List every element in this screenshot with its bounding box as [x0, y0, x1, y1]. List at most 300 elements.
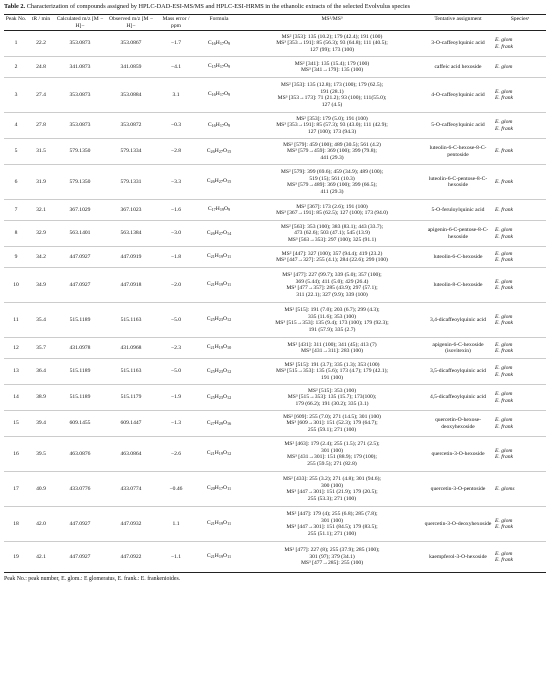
table-row [4, 437, 546, 472]
cell-ms [242, 31, 422, 57]
cell-assignment: luteolin-8-C-hexoside [422, 268, 494, 303]
cell-err: 1.1 [156, 507, 196, 542]
cell-peak: 5 [4, 139, 28, 165]
ms-line: 191 (28.1) [320, 88, 344, 95]
species-line: E. glom [495, 88, 513, 95]
cell-calc: 353.0873 [54, 78, 106, 113]
cell-peak: 10 [4, 268, 28, 303]
ms-line: 255 (53.3); 271 (100) [307, 495, 357, 502]
ms-line: MS² [579]: 399 (69.6); 459 (34.9); 489 (100); [280, 169, 384, 175]
cell-assignment: luteolin-6-C-pentose-8-C-hexoside [422, 165, 494, 200]
cell-assignment: caffeic acid hexoside [422, 57, 494, 78]
cell-obs: 515.1179 [106, 385, 156, 411]
cell-obs: 515.1163 [106, 303, 156, 338]
cell-obs: 609.1447 [106, 411, 156, 437]
ms-line: MS² [367]: 173 (2.6); 191 (100) [296, 203, 368, 210]
caption-text: Characterization of compounds assigned by HPLC-DAD-ESI-MS/MS and HPLC-ESI-HRMS in the ethanolic extracts of the selected Evolvulus species [26, 3, 411, 10]
header-species: Speciesᵃ [494, 15, 546, 31]
cell-obs: 431.0968 [106, 338, 156, 359]
ms-line: MS² [563]: 353 (100); 383 (83.1); 443 (33.7); [280, 223, 384, 230]
cell-assignment: quercetin-3-O-pentoside [422, 472, 494, 507]
species-line: E. frank [495, 43, 514, 50]
cell-species [494, 411, 546, 437]
ms-line: MS³ [447→301]: 151 (84.5); 179 (83.5); [286, 524, 378, 531]
cell-calc: 563.1401 [54, 221, 106, 247]
cell-tr: 40.9 [28, 472, 54, 507]
cell-err: −1.7 [156, 31, 196, 57]
cell-err: −2.6 [156, 437, 196, 472]
cell-obs: 447.0922 [106, 542, 156, 573]
cell-formula: $C_{20}H_{17}O_{11}$ [196, 472, 242, 507]
table-body [4, 31, 546, 573]
cell-calc: 341.0873 [54, 57, 106, 78]
table-row [4, 57, 546, 78]
cell-calc: 447.0927 [54, 507, 106, 542]
ms-line: MS² [447]: 179 (4); 255 (6.8); 285 (7.8); [286, 511, 378, 517]
cell-ms [242, 268, 422, 303]
ms-line: MS² [609]: 255 (7.0); 271 (14.5); 301 (100) [283, 413, 381, 420]
ms-line: 255 (59.1); 271 (100) [307, 426, 357, 433]
table-row [4, 113, 546, 139]
species-line: E. glom [495, 447, 513, 454]
ms-line: 519 (15); 561 (10.3) [309, 175, 355, 182]
cell-tr: 42.1 [28, 542, 54, 573]
cell-formula: $C_{21}H_{19}O_{11}$ [196, 268, 242, 303]
cell-obs: 579.1334 [106, 139, 156, 165]
ms-line: MS² [353]: 179 (5.0); 191 (100) [296, 115, 368, 122]
table-row [4, 338, 546, 359]
cell-calc: 579.1350 [54, 165, 106, 200]
cell-calc: 515.1189 [54, 359, 106, 385]
cell-peak: 8 [4, 221, 28, 247]
cell-formula: $C_{15}H_{17}O_9$ [196, 57, 242, 78]
ms-line: 441 (29.3) [320, 154, 344, 161]
cell-formula: $C_{21}H_{19}O_{11}$ [196, 507, 242, 542]
ms-line: 335 (11.6); 353 (100) [308, 313, 356, 320]
species-line: E. glom [495, 313, 513, 320]
cell-calc: 609.1455 [54, 411, 106, 437]
cell-obs: 515.1163 [106, 359, 156, 385]
cell-obs: 563.1384 [106, 221, 156, 247]
ms-line: MS³ [431→301]: 151 (88.9); 179 (100); [287, 454, 377, 461]
cell-formula: $C_{25}H_{23}O_{12}$ [196, 303, 242, 338]
ms-line: 191 (57.9); 335 (2.7) [308, 326, 356, 333]
cell-peak: 15 [4, 411, 28, 437]
header-calc: Calculated m/z [M − H]− [54, 15, 106, 31]
cell-tr: 31.5 [28, 139, 54, 165]
ms-line: MS² [353]: 135 (10.2); 179 (42.4); 191 (100) [281, 33, 383, 40]
ms-line: MS² [431]: 311 (100); 341 (45); 413 (7) [287, 341, 377, 348]
ms-line: MS² [341]: 135 (15.4); 179 (100) [294, 60, 370, 67]
cell-species [494, 303, 546, 338]
species-line: E. glom [495, 517, 513, 524]
header-obs: Observed m/z [M − H]− [106, 15, 156, 31]
species-line: E. glom [495, 550, 513, 557]
cell-tr: 35.4 [28, 303, 54, 338]
cell-formula: $C_{21}H_{19}O_{10}$ [196, 338, 242, 359]
header-tr: tR / min [28, 15, 54, 31]
species-line: E. frank [495, 371, 514, 378]
species-line: E. frank [495, 320, 514, 327]
caption-label: Table 2. [4, 3, 26, 10]
cell-tr: 32.1 [28, 200, 54, 221]
cell-formula: $C_{16}H_{17}O_9$ [196, 113, 242, 139]
cell-ms [242, 200, 422, 221]
cell-species [494, 338, 546, 359]
cell-formula: $C_{26}H_{27}O_{15}$ [196, 139, 242, 165]
cell-calc: 463.0876 [54, 437, 106, 472]
cell-calc: 447.0927 [54, 268, 106, 303]
cell-peak: 6 [4, 165, 28, 200]
cell-species [494, 139, 546, 165]
species-line: E. frank [495, 454, 514, 461]
cell-species [494, 165, 546, 200]
cell-calc: 353.0873 [54, 113, 106, 139]
cell-ms [242, 78, 422, 113]
ms-line: 301 (100) [321, 447, 343, 454]
cell-formula: $C_{16}H_{17}O_9$ [196, 78, 242, 113]
cell-formula: $C_{25}H_{23}O_{12}$ [196, 385, 242, 411]
ms-line: MS² [579]: 459 (100); 489 (30.5); 561 (4.2) [283, 141, 381, 148]
cell-err: −1.8 [156, 247, 196, 268]
species-line: E. glom [495, 341, 513, 348]
ms-line: 411 (29.3) [320, 188, 344, 195]
cell-calc: 515.1189 [54, 303, 106, 338]
cell-err: −2.8 [156, 139, 196, 165]
header-peak: Peak No. [4, 15, 28, 31]
cell-peak: 11 [4, 303, 28, 338]
table-header-row [4, 15, 546, 31]
species-line: E. frank [495, 125, 514, 132]
species-line: E. frank [495, 423, 514, 430]
ms-line: MS³ [353→191]: 85 (56.3); 93 (64.8); 111 (40.5); [276, 40, 388, 47]
ms-line: MS³ [341→179]: 135 (100) [300, 67, 364, 74]
species-line: E. frank [495, 397, 514, 404]
table-row [4, 472, 546, 507]
ms-line: MS³ [353→191]: 85 (57.3); 93 (43.0); 111 (42.9); [276, 122, 388, 129]
cell-obs: 447.0919 [106, 247, 156, 268]
species-line: E. glom [495, 250, 513, 257]
cell-formula: $C_{27}H_{29}O_{16}$ [196, 411, 242, 437]
ms-line: MS³ [515→353]: 135 (9.4); 173 (100); 179 (92.3); [275, 320, 389, 327]
cell-calc: 431.0978 [54, 338, 106, 359]
cell-tr: 31.9 [28, 165, 54, 200]
ms-line: MS³ [447→327]: 255 (4.1); 284 (22.6); 299 (100) [276, 257, 388, 264]
ms-line: 311 (22.1); 327 (9.9); 339 (100) [296, 291, 368, 298]
cell-assignment: apigenin-6-C-pentose-8-C-hexoside [422, 221, 494, 247]
cell-calc: 447.0927 [54, 542, 106, 573]
cell-formula: $C_{21}H_{19}O_{11}$ [196, 542, 242, 573]
cell-species [494, 385, 546, 411]
cell-formula: $C_{26}H_{27}O_{15}$ [196, 165, 242, 200]
cell-assignment: quercetin-O-hexose-deoxyhexoside [422, 411, 494, 437]
cell-obs: 447.0932 [106, 507, 156, 542]
ms-line: 127 (4.5) [321, 101, 343, 108]
cell-formula: $C_{25}H_{23}O_{12}$ [196, 359, 242, 385]
cell-err: −3.0 [156, 221, 196, 247]
cell-obs: 353.0872 [106, 113, 156, 139]
cell-tr: 39.4 [28, 411, 54, 437]
table-row [4, 411, 546, 437]
ms-line: MS³ [579→489]: 369 (100); 399 (66.5); [287, 182, 377, 189]
species-line: E. frank [495, 285, 514, 292]
ms-line: MS³ [579→459]: 369 (100); 399 (79.8); [287, 148, 377, 155]
cell-err: −0.46 [156, 472, 196, 507]
cell-err: −2.0 [156, 268, 196, 303]
table-row [4, 139, 546, 165]
species-line: E. frank [495, 95, 514, 102]
species-line: E. frank [495, 348, 514, 355]
cell-tr: 35.7 [28, 338, 54, 359]
cell-obs: 353.0867 [106, 31, 156, 57]
cell-assignment: luteolin-6-C-hexoside [422, 247, 494, 268]
cell-peak: 3 [4, 78, 28, 113]
species-line: E. gloms [495, 485, 515, 492]
cell-ms [242, 542, 422, 573]
cell-formula: $C_{16}H_{17}O_9$ [196, 31, 242, 57]
ms-line: MS² [477]: 227 (8); 255 (37.9); 285 (100); [284, 547, 380, 554]
cell-obs: 447.0918 [106, 268, 156, 303]
ms-line: MS³ [515→353]: 135 (5.6); 173 (4.7); 179 (42.1); [276, 368, 388, 375]
header-err: Mass error / ppm [156, 15, 196, 31]
species-line: E. glom [495, 391, 513, 398]
table-row [4, 268, 546, 303]
cell-species [494, 57, 546, 78]
cell-assignment: 3-O-caffeoylquinic acid [422, 31, 494, 57]
ms-line: 127 (100); 173 (94.3) [307, 128, 357, 135]
cell-species [494, 268, 546, 303]
header-assign: Tentative assignment [422, 15, 494, 31]
cell-peak: 13 [4, 359, 28, 385]
table-row [4, 78, 546, 113]
cell-species [494, 542, 546, 573]
species-line: E. frank [495, 233, 514, 240]
cell-peak: 1 [4, 31, 28, 57]
cell-err: −1.1 [156, 542, 196, 573]
cell-calc: 579.1350 [54, 139, 106, 165]
species-line: E. frank [495, 524, 514, 531]
cell-ms [242, 165, 422, 200]
cell-ms [242, 385, 422, 411]
table-row [4, 385, 546, 411]
table-row [4, 221, 546, 247]
ms-line: 255 (59.5); 271 (82.8) [307, 460, 357, 467]
cell-err: −3.3 [156, 165, 196, 200]
table-row [4, 31, 546, 57]
cell-species [494, 359, 546, 385]
ms-line: 127 (99); 173 (100) [310, 46, 354, 53]
cell-tr: 42.0 [28, 507, 54, 542]
cell-assignment: 5-O-feruloylquinic acid [422, 200, 494, 221]
cell-ms [242, 507, 422, 542]
document-page [4, 0, 546, 583]
cell-peak: 16 [4, 437, 28, 472]
cell-tr: 27.8 [28, 113, 54, 139]
table-row [4, 200, 546, 221]
cell-formula: $C_{26}H_{27}O_{14}$ [196, 221, 242, 247]
cell-tr: 22.2 [28, 31, 54, 57]
cell-assignment: kaempferol-3-O-hexoside [422, 542, 494, 573]
cell-assignment: quercetin-3-O-hexoside [422, 437, 494, 472]
ms-line: MS² [515]: 191 (7.0); 203 (6.7); 299 (4.3); [284, 307, 380, 313]
cell-peak: 12 [4, 338, 28, 359]
cell-calc: 367.1029 [54, 200, 106, 221]
cell-calc: 433.0776 [54, 472, 106, 507]
cell-assignment: 5-O-caffeoylquinic acid [422, 113, 494, 139]
ms-line: MS² [463]: 179 (2.4); 255 (1.5); 271 (2.5); [284, 441, 380, 447]
ms-line: MS³ [431→311]: 283 (100) [301, 348, 363, 355]
cell-obs: 341.0859 [106, 57, 156, 78]
species-line: E. frank [495, 206, 514, 213]
cell-ms [242, 57, 422, 78]
cell-ms [242, 359, 422, 385]
cell-calc: 447.0927 [54, 247, 106, 268]
cell-obs: 353.0884 [106, 78, 156, 113]
ms-line: MS³ [353→173]: 71 (21.2); 93 (100); 111(55.0); [277, 95, 387, 102]
ms-line: MS³ [477→357]: 285 (43.9); 297 (57.1); [286, 285, 378, 292]
cell-species [494, 472, 546, 507]
cell-species [494, 247, 546, 268]
cell-tr: 24.8 [28, 57, 54, 78]
cell-ms [242, 472, 422, 507]
cell-species [494, 200, 546, 221]
cell-species [494, 507, 546, 542]
cell-err: −4.1 [156, 57, 196, 78]
ms-line: 369 (5.44); 411 (5.0); 429 (26.4) [295, 278, 369, 285]
cell-tr: 36.4 [28, 359, 54, 385]
cell-ms [242, 411, 422, 437]
species-line: E. glom [495, 417, 513, 424]
cell-species [494, 31, 546, 57]
cell-tr: 39.5 [28, 437, 54, 472]
table-row [4, 247, 546, 268]
cell-calc: 353.0873 [54, 31, 106, 57]
ms-line: MS² [477]: 227 (99.7); 339 (5.0); 357 (100); [282, 272, 382, 278]
ms-line: MS² [353]: 135 (12.8); 173 (100); 179 (62.5); [280, 82, 384, 88]
cell-species [494, 221, 546, 247]
compounds-table [4, 14, 546, 573]
cell-peak: 19 [4, 542, 28, 573]
cell-formula: $C_{21}H_{19}O_{12}$ [196, 437, 242, 472]
cell-assignment: quercetin-3-O-deoxyhexoside [422, 507, 494, 542]
ms-line: 255 (51.1); 271 (100) [307, 530, 357, 537]
cell-tr: 32.9 [28, 221, 54, 247]
cell-peak: 4 [4, 113, 28, 139]
table-row [4, 165, 546, 200]
table-row [4, 303, 546, 338]
cell-species [494, 437, 546, 472]
ms-line: MS² [515]: 191 (3.7); 335 (1.3); 353 (100) [284, 361, 380, 368]
species-line: E. frank [495, 557, 514, 564]
ms-line: 473 (62.6); 503 (47.1); 545 (13.9) [294, 230, 370, 237]
species-line: E. glom [495, 119, 513, 126]
cell-err: 3.1 [156, 78, 196, 113]
table-row [4, 359, 546, 385]
table-row [4, 542, 546, 573]
cell-ms [242, 221, 422, 247]
table-row [4, 507, 546, 542]
cell-ms [242, 303, 422, 338]
cell-ms [242, 139, 422, 165]
header-ms: MS²/MS³ [242, 15, 422, 31]
cell-formula: $C_{21}H_{19}O_{11}$ [196, 247, 242, 268]
cell-err: −1.6 [156, 200, 196, 221]
cell-obs: 463.0864 [106, 437, 156, 472]
cell-obs: 367.1023 [106, 200, 156, 221]
species-line: E. glom [495, 227, 513, 234]
cell-err: −1.3 [156, 411, 196, 437]
cell-assignment: luteolin-6-C-hexose-8-C-pentoside [422, 139, 494, 165]
cell-assignment: 4,5-dicaffeoylquinic acid [422, 385, 494, 411]
cell-formula: $C_{17}H_{19}O_9$ [196, 200, 242, 221]
cell-tr: 27.4 [28, 78, 54, 113]
table-caption [4, 0, 546, 14]
species-line: E. frank [495, 178, 514, 185]
cell-ms [242, 247, 422, 268]
ms-line: MS² [433]: 255 (3.2); 271 (4.8); 301 (94.6); [282, 476, 381, 482]
cell-species [494, 78, 546, 113]
ms-line: MS³ [563→353]: 297 (100); 325 (91.1) [287, 236, 377, 243]
species-line: E. glom [495, 365, 513, 372]
cell-species [494, 113, 546, 139]
ms-line: 301 (100) [321, 517, 343, 524]
cell-obs: 433.0774 [106, 472, 156, 507]
ms-line: MS³ [515→353]: 135 (15.7); 173(100); [287, 394, 377, 401]
cell-err: −5.0 [156, 359, 196, 385]
cell-peak: 17 [4, 472, 28, 507]
ms-line: 179 (66.2); 191 (30.2); 335 (3.1) [295, 400, 369, 407]
ms-line: MS³ [609→301]: 151 (52.3); 179 (64.7); [286, 420, 378, 427]
cell-assignment: apigenin-6-C-hexoside (isovitexin) [422, 338, 494, 359]
cell-obs: 579.1331 [106, 165, 156, 200]
cell-err: −2.3 [156, 338, 196, 359]
ms-line: MS² [515]: 353 (100) [307, 387, 357, 394]
species-line: E. glom [495, 37, 513, 44]
species-line: E. glom [495, 278, 513, 285]
cell-calc: 515.1189 [54, 385, 106, 411]
ms-line: 191 (100) [321, 374, 343, 381]
cell-peak: 7 [4, 200, 28, 221]
cell-ms [242, 113, 422, 139]
table-footnote: Peak No.: peak number, E. glom.: E glomeratus, E. frank.: E. frankenioides. [4, 576, 181, 583]
species-line: E. frank [495, 148, 514, 155]
cell-tr: 34.2 [28, 247, 54, 268]
cell-peak: 2 [4, 57, 28, 78]
cell-peak: 9 [4, 247, 28, 268]
species-line: E. frank [495, 257, 514, 264]
cell-err: −1.9 [156, 385, 196, 411]
species-line: E. glom [495, 63, 513, 70]
ms-line: MS³ [477→285]: 255 (100) [300, 560, 364, 567]
cell-assignment: 4-O-caffeoylquinic acid [422, 78, 494, 113]
cell-peak: 14 [4, 385, 28, 411]
cell-ms [242, 437, 422, 472]
ms-line: 300 (100) [321, 482, 343, 489]
cell-ms [242, 338, 422, 359]
ms-line: 301 (97); 379 (34.1) [309, 553, 355, 560]
ms-line: MS² [447]: 327 (100); 357 (94.4); 419 (23.2) [281, 250, 383, 257]
cell-peak: 18 [4, 507, 28, 542]
cell-assignment: 3,4-dicaffeoylquinic acid [422, 303, 494, 338]
cell-err: −5.0 [156, 303, 196, 338]
cell-tr: 38.9 [28, 385, 54, 411]
ms-line: MS³ [447→301]: 151 (21.9); 179 (20.5); [286, 489, 378, 496]
ms-line: MS³ [367→191]: 85 (62.5); 127 (100); 173 (94.0) [276, 210, 388, 217]
cell-assignment: 3,5-dicaffeoylquinic acid [422, 359, 494, 385]
header-formula: Formula [196, 15, 242, 31]
cell-tr: 34.9 [28, 268, 54, 303]
cell-err: −0.3 [156, 113, 196, 139]
